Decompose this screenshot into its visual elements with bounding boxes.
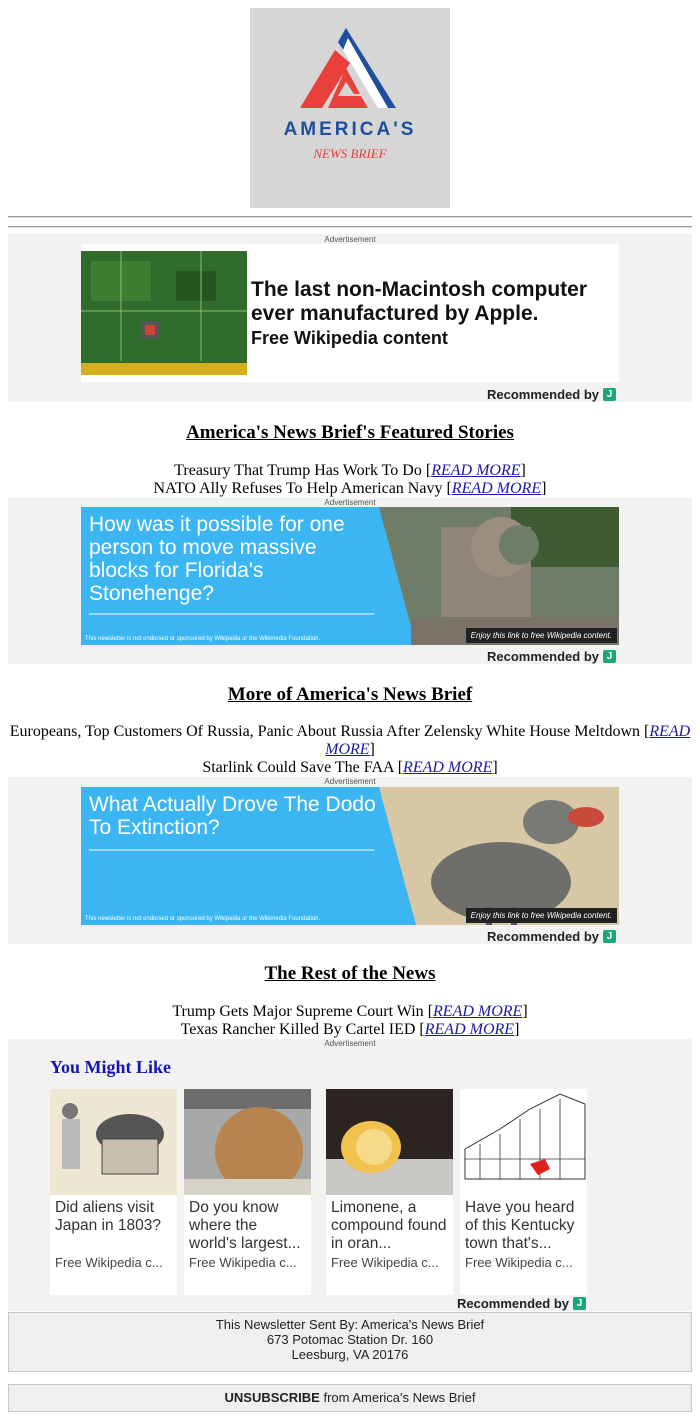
ad-disclaimer: This newsletter is not endorsed or sponsored by Wikipedia or the Wikimedia Foundation. <box>85 916 321 922</box>
ad-label: Advertisement <box>324 1039 376 1048</box>
story-item: Treasury That Trump Has Work To Do [READ MORE] <box>174 462 526 479</box>
story-headline: NATO Ally Refuses To Help American Navy <box>153 480 443 497</box>
divider <box>8 226 692 228</box>
card-source: Free Wikipedia c... <box>465 1255 573 1270</box>
ad-banner[interactable] <box>81 787 619 925</box>
logo-tagline: NEWS BRIEF <box>313 146 387 161</box>
ad-subtitle: Free Wikipedia content <box>251 328 448 348</box>
unsubscribe-bar <box>8 1384 692 1412</box>
card-image <box>184 1089 311 1195</box>
j-logo-icon: J <box>603 930 616 943</box>
story-headline: Starlink Could Save The FAA <box>202 759 394 776</box>
recommended-by[interactable] <box>487 929 616 944</box>
recommended-label: Recommended by <box>487 387 599 402</box>
card-title: Limonene, a compound found in oran... <box>331 1199 447 1252</box>
story-item: Texas Rancher Killed By Cartel IED [READ MORE] <box>180 1021 520 1038</box>
section-title: The Rest of the News <box>264 963 436 984</box>
recommended-label: Recommended by <box>487 649 599 664</box>
story-headline: Texas Rancher Killed By Cartel IED <box>180 1021 416 1038</box>
card-image <box>50 1089 177 1195</box>
recommendation-card[interactable] <box>460 1089 587 1295</box>
card-source: Free Wikipedia c... <box>189 1255 297 1270</box>
read-more-link[interactable]: READ MORE <box>325 723 691 758</box>
ad-disclaimer: This newsletter is not endorsed or sponsored by Wikipedia or the Wikimedia Foundation. <box>85 636 321 642</box>
story-item: Trump Gets Major Supreme Court Win [READ MORE] <box>172 1003 528 1020</box>
ad-headline: The last non-Macintosh computer ever manufactured by Apple. <box>251 278 588 325</box>
recommended-by[interactable] <box>487 387 616 402</box>
card-source: Free Wikipedia c... <box>55 1255 163 1270</box>
unsubscribe-text: from America's News Brief <box>319 1390 476 1405</box>
recommended-by[interactable] <box>487 649 616 664</box>
recommended-label: Recommended by <box>487 929 599 944</box>
divider <box>89 613 374 615</box>
logo-mark <box>250 8 450 208</box>
ad-banner[interactable] <box>81 507 619 645</box>
ad-enjoy-label: Enjoy this link to free Wikipedia content. <box>466 628 617 643</box>
logo <box>250 8 450 208</box>
ad-headline: What Actually Drove The Dodo To Extinction? <box>89 793 376 839</box>
j-logo-icon: J <box>603 650 616 663</box>
story-headline: Europeans, Top Customers Of Russia, Panic About Russia After Zelensky White House Meltdown <box>9 723 640 740</box>
ad-headline: How was it possible for one person to move massive blocks for Florida's Stonehenge? <box>89 513 345 605</box>
divider <box>8 216 692 218</box>
story-item: NATO Ally Refuses To Help American Navy [READ MORE] <box>153 480 547 497</box>
recommendation-card[interactable] <box>184 1089 311 1295</box>
circuit-board-image <box>81 251 247 375</box>
read-more-link[interactable]: READ MORE <box>431 462 521 479</box>
sender-info <box>8 1312 692 1372</box>
read-more-link[interactable]: READ MORE <box>451 480 542 497</box>
j-logo-icon: J <box>573 1297 586 1310</box>
you-might-like-title: You Might Like <box>50 1057 172 1077</box>
recommended-label: Recommended by <box>457 1296 569 1311</box>
story-item: Starlink Could Save The FAA [READ MORE] <box>202 759 498 776</box>
card-image <box>326 1089 453 1195</box>
ad-block <box>8 498 692 664</box>
recommendation-card[interactable] <box>326 1089 453 1295</box>
section-title: America's News Brief's Featured Stories <box>186 422 514 443</box>
card-source: Free Wikipedia c... <box>331 1255 439 1270</box>
card-title: Do you know where the world's largest... <box>189 1199 301 1252</box>
ad-block <box>8 234 692 402</box>
j-logo-icon: J <box>603 388 616 401</box>
card-image <box>460 1089 587 1195</box>
story-headline: Treasury That Trump Has Work To Do <box>174 462 422 479</box>
story-headline: Trump Gets Major Supreme Court Win <box>172 1003 424 1020</box>
divider <box>89 849 374 851</box>
ad-banner[interactable] <box>81 244 619 382</box>
ad-label: Advertisement <box>324 235 376 244</box>
story-item: Europeans, Top Customers Of Russia, Panic About Russia After Zelensky White House Meltdown [READ MORE] <box>9 723 691 758</box>
section-title: More of America's News Brief <box>227 684 473 705</box>
read-more-link[interactable]: READ MORE <box>433 1003 523 1020</box>
card-title: Did aliens visit Japan in 1803? <box>55 1199 162 1234</box>
ad-label: Advertisement <box>324 498 376 507</box>
recommendation-card[interactable] <box>50 1089 177 1295</box>
ad-block <box>8 777 692 944</box>
logo-brand: AMERICA'S <box>283 119 417 140</box>
address-line-1: 673 Potomac Station Dr. 160 <box>266 1332 434 1347</box>
address-line-2: Leesburg, VA 20176 <box>291 1347 409 1362</box>
card-title: Have you heard of this Kentucky town that's... <box>465 1199 575 1252</box>
read-more-link[interactable]: READ MORE <box>424 1021 515 1038</box>
recommended-by[interactable] <box>457 1296 586 1311</box>
you-might-like-block <box>8 1039 692 1311</box>
ad-enjoy-label: Enjoy this link to free Wikipedia content. <box>466 908 617 923</box>
sent-by: This Newsletter Sent By: America's News Brief <box>215 1317 485 1332</box>
unsubscribe-link[interactable]: UNSUBSCRIBE <box>224 1390 320 1405</box>
read-more-link[interactable]: READ MORE <box>403 759 493 776</box>
ad-label: Advertisement <box>324 777 376 786</box>
